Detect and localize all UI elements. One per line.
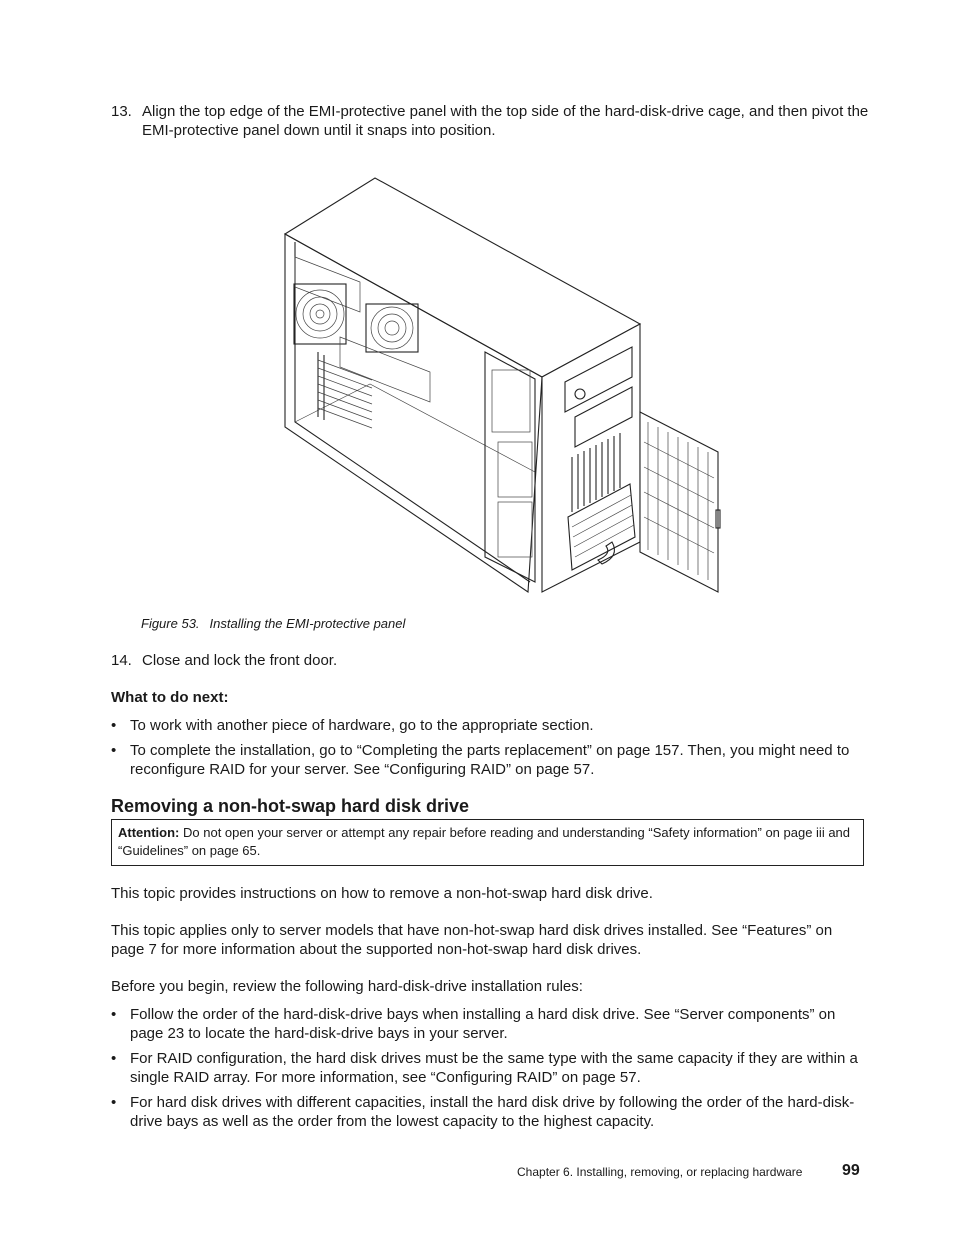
figure-caption bbox=[141, 616, 405, 631]
list-item-text: For hard disk drives with different capacities, install the hard disk drive by following the order of the hard-disk-drive bays as well as the order from the lowest capacity to the highest capacity. bbox=[130, 1094, 855, 1130]
chassis-top bbox=[285, 178, 640, 377]
bullet-icon: • bbox=[111, 717, 117, 734]
front-door bbox=[640, 412, 720, 592]
footer-chapter: Chapter 6. Installing, removing, or replacing hardware bbox=[517, 1165, 803, 1179]
attention-text: Do not open your server or attempt any repair before reading and understanding “Safety information” on page iii and “Guidelines” on page 65. bbox=[118, 825, 851, 858]
step-13 bbox=[111, 102, 871, 140]
bullet-icon: • bbox=[111, 1006, 117, 1023]
list-item bbox=[111, 1093, 861, 1131]
expansion-slots bbox=[318, 352, 372, 428]
cpu-fan bbox=[366, 304, 418, 352]
bullet-icon: • bbox=[111, 1050, 117, 1067]
rear-fan bbox=[294, 284, 346, 344]
paragraph-intro: This topic provides instructions on how to remove a non-hot-swap hard disk drive. bbox=[111, 885, 653, 902]
drive-bay-1 bbox=[498, 442, 532, 497]
list-item bbox=[111, 741, 861, 779]
figure-caption-text: Installing the EMI-protective panel bbox=[209, 616, 406, 631]
attention-label: Attention: bbox=[118, 825, 180, 840]
attention-notice bbox=[111, 819, 864, 866]
step-text: Align the top edge of the EMI-protective panel with the top side of the hard-disk-drive cage, and then pivot the EMI-protective panel down until it snaps into position. bbox=[142, 103, 869, 139]
server-illustration bbox=[280, 172, 725, 597]
section-title: Removing a non-hot-swap hard disk drive bbox=[111, 796, 470, 816]
list-item-text: Follow the order of the hard-disk-drive bays when installing a hard disk drive. See “Server components” on page 23 to locate the hard-disk-drive bays in your server. bbox=[130, 1006, 836, 1042]
step-number: 13. bbox=[111, 103, 132, 120]
list-item bbox=[111, 1005, 861, 1043]
list-item-text: For RAID configuration, the hard disk drives must be the same type with the same capacity if they are within a single RAID array. For more information, see “Configuring RAID” on page 57. bbox=[130, 1050, 858, 1086]
optical-bay bbox=[492, 370, 530, 432]
bullet-icon: • bbox=[111, 1094, 117, 1111]
drive-bay-2 bbox=[498, 502, 532, 557]
list-item-text: To work with another piece of hardware, go to the appropriate section. bbox=[130, 717, 594, 734]
what-to-do-next-heading: What to do next: bbox=[111, 689, 229, 706]
list-item bbox=[111, 716, 861, 735]
step-14 bbox=[111, 651, 871, 670]
list-item-text: To complete the installation, go to “Completing the parts replacement” on page 157. Then, you might need to reconfigure RAID for your server. See “Configuring RAID” on page 57. bbox=[130, 742, 850, 778]
paragraph-applies: This topic applies only to server models that have non-hot-swap hard disk drives installed. See “Features” on page 7 for more information about the supported non-hot-swap hard disk drives. bbox=[111, 922, 833, 958]
page-number: 99 bbox=[842, 1162, 860, 1179]
drive-cage bbox=[485, 352, 535, 582]
step-text: Close and lock the front door. bbox=[142, 652, 338, 669]
paragraph-before: Before you begin, review the following hard-disk-drive installation rules: bbox=[111, 978, 583, 995]
bullet-icon: • bbox=[111, 742, 117, 759]
step-number: 14. bbox=[111, 652, 132, 669]
list-item bbox=[111, 1049, 861, 1087]
figure-label: Figure 53. bbox=[141, 616, 200, 631]
